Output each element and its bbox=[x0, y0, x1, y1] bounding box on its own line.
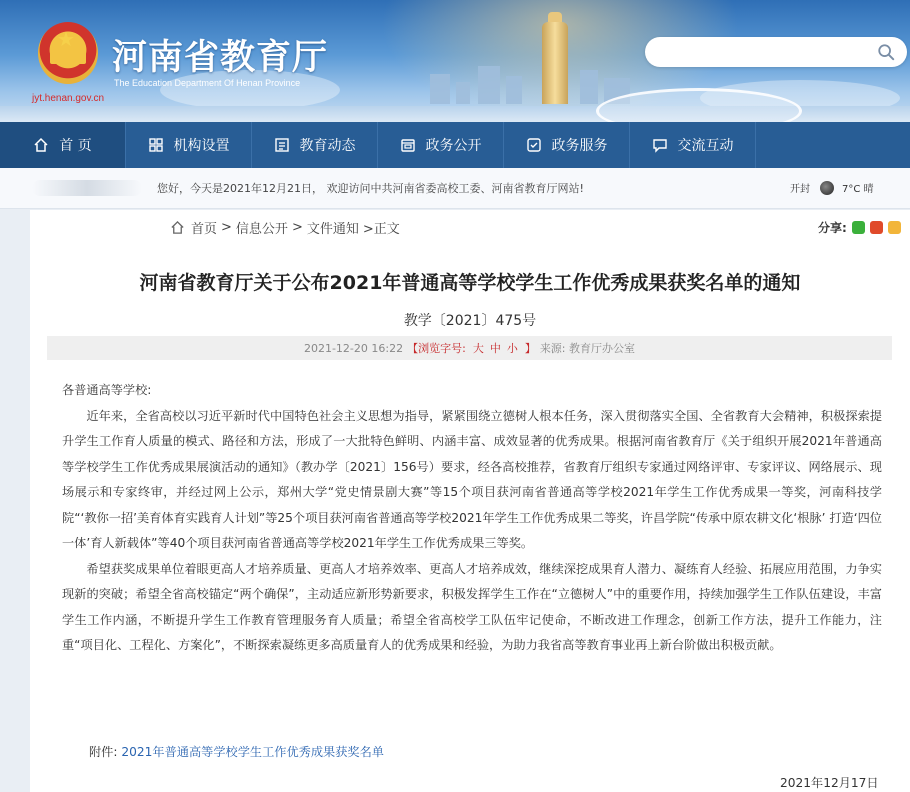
building-decoration bbox=[430, 74, 450, 104]
breadcrumb-separator: > bbox=[291, 220, 303, 235]
article-title: 河南省教育厅关于公布2021年普通高等学校学生工作优秀成果获奖名单的通知 bbox=[139, 272, 801, 294]
building-decoration bbox=[506, 76, 522, 104]
paragraph: 近年来，全省高校以习近平新时代中国特色社会主义思想为指导，紧紧围绕立德树人根本任务，深入贯彻落实全国、全省教育大会精神，积极探索提升学生工作育人质量的模式、路径和方法，形成了一大批特色鲜明、内涵丰富、成效显著的优秀成果。根据河南省教育厅《关于组织开展2021年普通高等学校学生工作优秀成果展演活动的通知》（教办学〔2021〕156号）要求，经各高校推荐，省教育厅组织专家通过网络评审、专家评议、网络展示、现场展示和专家终审，并经过网上公示，郑州大学“党史情景剧大赛”等15个项目获河南省普通高等学校2021年学生工作优秀成果一等奖，河南科技学院“‘教你一招’美育体育实践育人计划”等25个项目获河南省普通高等学校2021年学生工作优秀成果二等奖，许昌学院“传承中原农耕文化‘根脉’ 打造‘四位一体’育人新载体”等40个项目获河南省普通高等学校2021年学生工作优秀成果三等奖。 bbox=[62, 408, 882, 550]
article-source: 来源: 教育厅办公室 bbox=[539, 342, 636, 355]
paragraph: 希望获奖成果单位着眼更高人才培养质量、更高人才培养效率、更高人才培养成效，继续深挖成果育人潜力、凝练育人经验、拓展应用范围，力争实现新的突破；希望全省高校锚定“两个确保”，主动适应新形势新要求，积极发挥学生工作在“立德树人”中的重要作用，持续加强学生工作队伍建设，丰富学生工作内涵，不断提升学生工作教育管理服务育人质量；希望全省高校学工队伍牢记使命，不断改进工作理念，创新工作方法，提升工作能力，注重“项目化、工程化、方案化”，不断探索凝练更多高质量育人的优秀成果和经验，为助力我省高等教育事业再上新台阶做出积极贡献。 bbox=[62, 561, 882, 652]
breadcrumb-notices[interactable]: 文件通知 bbox=[306, 222, 359, 237]
font-size-label-close: 】 bbox=[524, 342, 536, 355]
weather-city: 开封 bbox=[790, 184, 810, 195]
document-number: 教学〔2021〕475号 bbox=[403, 313, 537, 329]
weibo-icon[interactable] bbox=[870, 221, 883, 234]
qq-icon[interactable] bbox=[888, 221, 901, 234]
attachment bbox=[89, 743, 384, 760]
weather-text: 7°C 晴 bbox=[842, 184, 874, 195]
wechat-icon[interactable] bbox=[852, 221, 865, 234]
attachment-link[interactable]: 2021年普通高等学校学生工作优秀成果获奖名单 bbox=[121, 745, 384, 759]
site-url: jyt.henan.gov.cn bbox=[32, 93, 105, 104]
nav-item-services[interactable] bbox=[504, 122, 630, 168]
emblem-gate-icon bbox=[50, 52, 86, 64]
search-box[interactable] bbox=[645, 37, 907, 67]
main-nav bbox=[0, 122, 910, 168]
header-banner bbox=[0, 0, 910, 122]
welcome-message: 您好，今天是2021年12月21日， 欢迎访问中共河南省委高校工委、河南省教育厅网站! bbox=[157, 182, 584, 195]
share-bar bbox=[818, 219, 901, 236]
search-input[interactable] bbox=[661, 43, 865, 63]
landmark-tower bbox=[542, 22, 568, 104]
breadcrumb-home[interactable]: 首页 bbox=[191, 222, 218, 237]
nav-item-label: 教育动态 bbox=[299, 138, 356, 154]
breadcrumb-current: >正文 bbox=[362, 222, 400, 237]
font-size-large[interactable]: 大 bbox=[472, 342, 484, 355]
nav-item-interaction[interactable] bbox=[630, 122, 756, 168]
nav-item-label: 机构设置 bbox=[173, 138, 230, 154]
notice-decoration bbox=[32, 180, 142, 196]
share-label: 分享: bbox=[818, 221, 847, 235]
building-decoration bbox=[478, 66, 500, 104]
building-decoration bbox=[580, 70, 598, 104]
document-icon bbox=[400, 137, 416, 153]
font-size-medium[interactable]: 中 bbox=[489, 342, 501, 355]
emblem-star-icon: ★ bbox=[57, 27, 75, 51]
search-icon[interactable] bbox=[877, 43, 895, 61]
breadcrumb-separator: > bbox=[221, 220, 232, 235]
news-icon bbox=[274, 137, 290, 153]
nav-item-home[interactable] bbox=[0, 122, 126, 168]
article-meta bbox=[47, 336, 892, 360]
attachment-label: 附件: bbox=[89, 745, 122, 759]
site-subtitle: The Education Department Of Henan Province bbox=[114, 78, 301, 88]
font-size-label: 【浏览字号: bbox=[407, 342, 466, 355]
nav-item-label: 政务公开 bbox=[425, 138, 482, 154]
font-size-small[interactable]: 小 bbox=[506, 342, 518, 355]
nav-item-organization[interactable] bbox=[126, 122, 252, 168]
home-icon bbox=[33, 137, 49, 153]
notice-bar bbox=[0, 168, 910, 209]
nav-item-label: 交流互动 bbox=[677, 138, 734, 154]
signature-date: 2021年12月17日 bbox=[780, 776, 879, 790]
weather-icon bbox=[820, 181, 834, 195]
site-title[interactable]: 河南省教育厅 bbox=[112, 38, 329, 78]
publish-datetime: 2021-12-20 16:22 bbox=[303, 341, 404, 355]
org-chart-icon bbox=[148, 137, 164, 153]
salutation: 各普通高等学校: bbox=[62, 383, 152, 397]
weather-widget bbox=[790, 180, 874, 195]
nav-item-label: 政务服务 bbox=[551, 138, 608, 154]
nav-item-news[interactable] bbox=[252, 122, 378, 168]
nav-item-label: 首 页 bbox=[59, 138, 92, 154]
home-icon[interactable] bbox=[170, 220, 185, 235]
breadcrumb-info-disclosure[interactable]: 信息公开 bbox=[235, 222, 288, 237]
breadcrumb bbox=[170, 218, 404, 237]
article-card bbox=[30, 210, 910, 792]
service-icon bbox=[526, 137, 542, 153]
chat-icon bbox=[652, 137, 668, 153]
article-body bbox=[62, 378, 882, 659]
building-decoration bbox=[456, 82, 470, 104]
nav-item-public-affairs[interactable] bbox=[378, 122, 504, 168]
